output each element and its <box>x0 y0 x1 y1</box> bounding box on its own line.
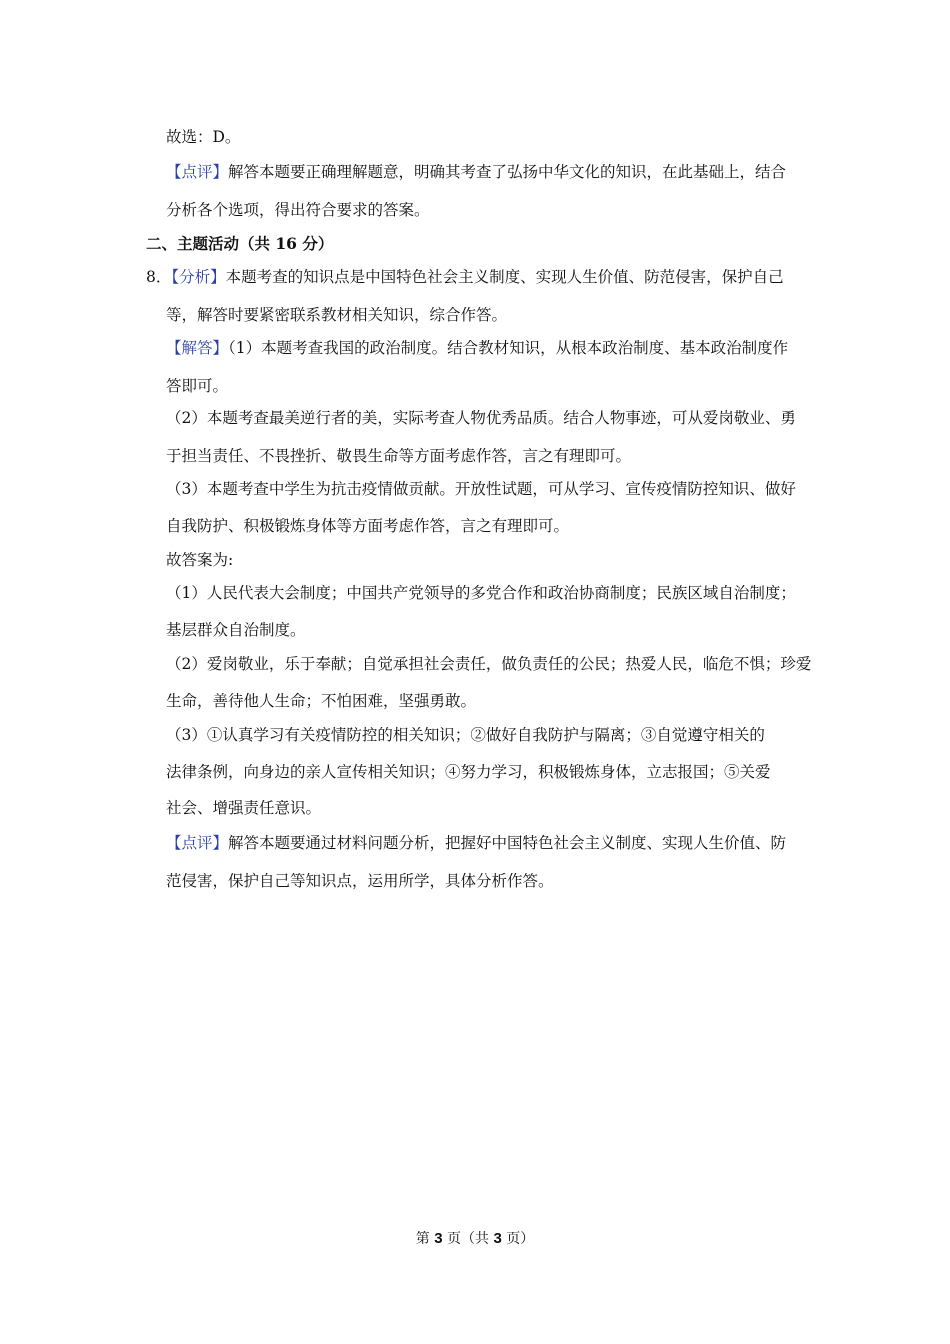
section-heading: 二、主题活动（共 16 分） <box>146 234 334 253</box>
solution-line-2: 答即可。 <box>166 377 229 395</box>
solution-line <box>166 338 788 358</box>
final-comment-line-2: 范侵害，保护自己等知识点，运用所学，具体分析作答。 <box>166 872 554 890</box>
final-answer-line-3: （2）爱岗敬业，乐于奉献；自觉承担社会责任，做负责任的公民；热爱人民，临危不惧；珍爱 <box>166 655 812 673</box>
comment-line-2: 分析各个选项，得出符合要求的答案。 <box>166 201 430 219</box>
final-answer-line-1: （1）人民代表大会制度；中国共产党领导的多党合作和政治协商制度；民族区域自治制度； <box>166 584 796 602</box>
footer-prefix: 第 <box>415 1231 430 1247</box>
final-answer-line-5: （3）①认真学习有关疫情防控的相关知识；②做好自我防护与隔离；③自觉遵守相关的 <box>166 726 765 744</box>
footer-page-number: 3 <box>434 1230 443 1247</box>
final-comment-line <box>166 833 786 853</box>
comment-tag: 【点评】 <box>166 163 229 181</box>
solution-line-5: （3）本题考查中学生为抗击疫情做贡献。开放性试题，可从学习、宣传疫情防控知识、做好 <box>166 480 796 498</box>
footer-total-pages: 3 <box>493 1230 502 1247</box>
final-answer-line-7: 社会、增强责任意识。 <box>166 799 322 817</box>
comment-text: 解答本题要正确理解题意，明确其考查了弘扬中华文化的知识，在此基础上，结合 <box>228 163 787 181</box>
footer-suffix: 页） <box>506 1231 535 1247</box>
comment-line <box>166 162 786 182</box>
solution-tag: 【解答】 <box>166 339 229 357</box>
answer-line: 故选：D。 <box>166 128 241 146</box>
solution-text: （1）本题考查我国的政治制度。结合教材知识，从根本政治制度、基本政治制度作 <box>228 339 789 357</box>
comment-tag: 【点评】 <box>166 834 229 852</box>
footer-mid: 页（共 <box>447 1231 489 1247</box>
analysis-line-2: 等，解答时要紧密联系教材相关知识，综合作答。 <box>166 306 508 324</box>
final-answer-line-4: 生命，善待他人生命；不怕困难，坚强勇敢。 <box>166 692 477 710</box>
final-answer-line-2: 基层群众自治制度。 <box>166 621 306 639</box>
solution-line-3: （2）本题考查最美逆行者的美，实际考查人物优秀品质。结合人物事迹，可从爱岗敬业、勇 <box>166 409 796 427</box>
final-answer-label: 故答案为: <box>166 551 234 569</box>
question-8-analysis-line <box>146 267 784 287</box>
question-number: 8． <box>146 268 172 286</box>
page-footer <box>0 1229 950 1249</box>
final-answer-line-6: 法律条例，向身边的亲人宣传相关知识；④努力学习，积极锻炼身体，立志报国；⑤关爱 <box>166 763 771 781</box>
solution-line-4: 于担当责任、不畏挫折、敬畏生命等方面考虑作答，言之有理即可。 <box>166 447 632 465</box>
solution-line-6: 自我防护、积极锻炼身体等方面考虑作答，言之有理即可。 <box>166 517 570 535</box>
analysis-text: 本题考查的知识点是中国特色社会主义制度、实现人生价值、防范侵害，保护自己 <box>225 268 784 286</box>
comment-text: 解答本题要通过材料问题分析，把握好中国特色社会主义制度、实现人生价值、防 <box>228 834 787 852</box>
analysis-tag: 【分析】 <box>171 268 226 286</box>
